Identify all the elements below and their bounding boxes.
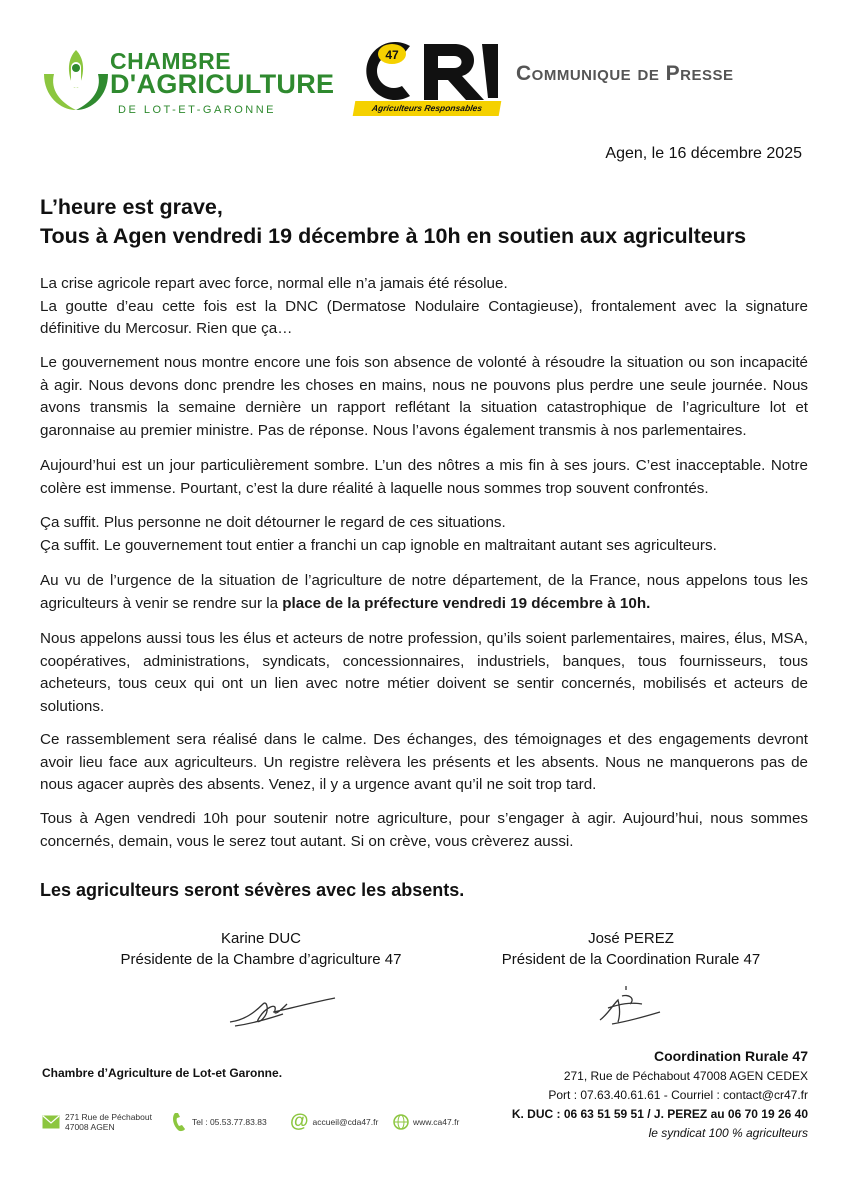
signatory-right-title: Président de la Coordination Rurale 47 — [501, 951, 761, 968]
footer-email-text[interactable]: accueil@cda47.fr — [312, 1117, 379, 1127]
at-sign-icon: @ — [290, 1111, 309, 1132]
phone-icon — [172, 1112, 186, 1132]
cda-logo-line2: D'AGRICULTURE — [110, 69, 335, 99]
paragraph-1-line1: La crise agricole repart avec force, normal elle n’a jamais été résolue. — [40, 275, 508, 292]
envelope-icon — [42, 1115, 60, 1129]
paragraph-8: Tous à Agen vendredi 10h pour soutenir notre agriculture, pour s’engager à agir. Aujourd’hui, nous sommes concernés, demain, vous le serez tout autant. Si on crève, vous crèverez aussi. — [40, 810, 808, 850]
paragraph-1 — [40, 273, 808, 341]
paragraph-3: Aujourd’hui est un jour particulièrement sombre. L’un des nôtres a mis fin à ses jours. C’est inacceptable. Notre colère est immense. Pourtant, c’est la dure réalité à laquelle nous sommes trop souvent confrontés. — [40, 457, 808, 497]
footer-cr-title: Coordination Rurale 47 — [653, 1048, 808, 1064]
cr-logo-tagline: Agriculteurs Responsables — [353, 101, 502, 116]
footer-cr-phones: K. DUC : 06 63 51 59 51 / J. PEREZ au 06 70 19 26 40 — [511, 1107, 808, 1121]
signatory-left-title: Présidente de la Chambre d’agriculture 47 — [120, 951, 402, 968]
footer-cr-slogan: le syndicat 100 % agriculteurs — [648, 1126, 808, 1140]
footer-coordination-rurale — [448, 1046, 808, 1143]
footer-cr-contact: Port : 07.63.40.61.61 - Courriel : contact@cr47.fr — [548, 1088, 808, 1102]
press-release-title — [516, 62, 734, 86]
cr-emblem-icon — [352, 38, 502, 104]
footer-website-text[interactable]: www.ca47.fr — [413, 1117, 460, 1127]
footer-address-line2: 47008 AGEN — [65, 1122, 115, 1132]
coordination-rurale-logo — [352, 38, 502, 120]
signatory-right-name: José PEREZ — [588, 930, 674, 947]
closing-statement: Les agriculteurs seront sévères avec les absents. — [40, 880, 465, 900]
paragraph-7: Ce rassemblement sera réalisé dans le calme. Des échanges, des témoignages et des engagements devront avoir lieu face aux agriculteurs. Un registre relèvera les présents et les absents. Nous ne manquerons pas de nous agacer auprès des absents. Venez, il y a urgence avant qu’il ne soit trop tard. — [40, 731, 808, 793]
leaf-emblem-icon — [40, 44, 112, 114]
signature-karine-duc — [225, 990, 340, 1032]
headline-line1: L’heure est grave, — [40, 195, 223, 219]
paragraph-6: Nous appelons aussi tous les élus et acteurs de notre profession, qu’ils soient parlementaires, maires, élus, MSA, coopératives, administrations, syndicats, concessionnaires, industriels, banques, tous fournisseurs, tous acheteurs, tous ceux qui ont un lien avec notre métier doivent se sentir concernés, mobilisés et acteurs de solutions. — [40, 630, 808, 715]
paragraph-2: Le gouvernement nous montre encore une fois son absence de volonté à résoudre la situation ou son incapacité à agir. Nous devons donc prendre les choses en mains, nous ne pouvons plus perdre une seule journée. Nous avons transmis la semaine dernière un rapport reflétant la situation catastrophique de l’agriculture lot et garonnaise au premier ministre. Pas de réponse. Nous l’avons également transmis à nos parlementaires. — [40, 354, 808, 439]
paragraph-5-highlight: place de la préfecture vendredi 19 décembre à 10h. — [282, 594, 651, 612]
footer-phone-text: Tel : 05.53.77.83.83 — [192, 1117, 267, 1127]
footer-chambre-name: Chambre d’Agriculture de Lot-et Garonne. — [42, 1066, 283, 1080]
chambre-agriculture-logo — [40, 40, 335, 118]
press-title-text: Communique de Presse — [516, 62, 734, 85]
cda-logo-line1: CHAMBRE — [110, 48, 232, 74]
footer-email[interactable] — [290, 1110, 400, 1134]
footer-cr-address: 271, Rue de Péchabout 47008 AGEN CEDEX — [563, 1069, 808, 1083]
footer-address — [42, 1110, 172, 1134]
cr-logo-number: 47 — [385, 48, 399, 62]
paragraph-4 — [40, 512, 808, 557]
paragraph-1-rest: La goutte d’eau cette fois est la DNC (Dermatose Nodulaire Contagieuse), frontalement avec la signature définitive du Mercosur. Rien que ça… — [40, 297, 808, 337]
footer-phone — [172, 1110, 282, 1134]
headline-line2: Tous à Agen vendredi 19 décembre à 10h en soutien aux agriculteurs — [40, 224, 747, 248]
paragraph-4-line2: Ça suffit. Le gouvernement tout entier a franchi un cap ignoble en maltraitant autant ses agriculteurs. — [40, 536, 717, 554]
cda-logo-line3: DE LOT-ET-GARONNE — [118, 104, 277, 116]
signature-jose-perez — [590, 982, 670, 1030]
paragraph-4-line1: Ça suffit. Plus personne ne doit détourner le regard de ces situations. — [40, 514, 506, 531]
paragraph-5 — [40, 570, 808, 615]
paragraph-5-text: Au vu de l’urgence de la situation de l’agriculture de notre département, de la France, nous appelons tous les agriculteurs à venir se rendre sur la — [40, 572, 808, 612]
date-line: Agen, le 16 décembre 2025 — [605, 145, 802, 162]
signatory-left-name: Karine DUC — [220, 930, 302, 947]
headline — [40, 193, 820, 251]
footer-address-line1: 271 Rue de Péchabout — [65, 1112, 152, 1122]
globe-icon — [393, 1114, 409, 1130]
